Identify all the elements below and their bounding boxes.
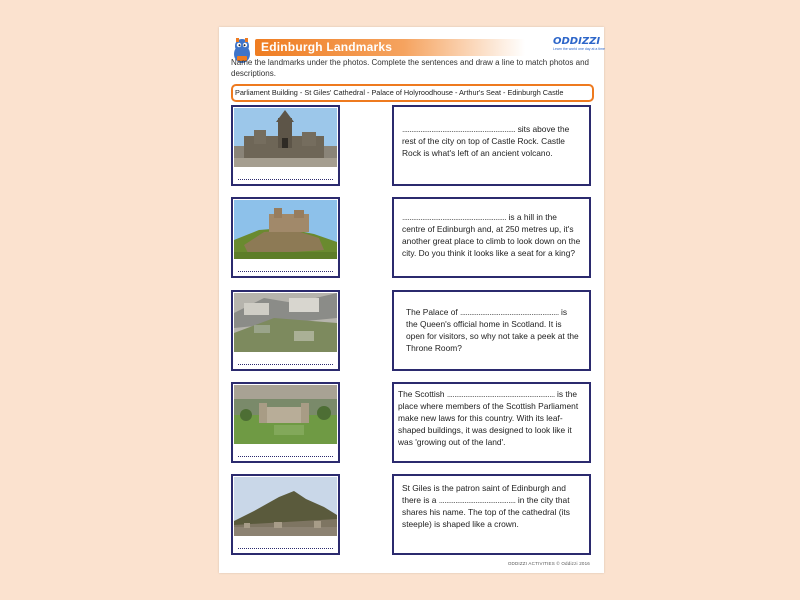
word-bank: Parliament Building - St Giles' Cathedral - Palace of Holyroodhouse - Arthur's Seat - Edinburgh Castle: [231, 84, 594, 102]
title-banner: [255, 39, 525, 56]
instructions-text: Name the landmarks under the photos. Complete the sentences and draw a line to match photos and descriptions.: [231, 58, 589, 78]
fill-blank-4[interactable]: ...........................................................: [446, 389, 555, 399]
fill-blank-5[interactable]: ..........................................: [438, 495, 516, 505]
description-text-1: [402, 123, 581, 159]
photo-card-2: [231, 197, 340, 278]
desc-1-post: sits above the rest of the city on top of Castle Rock. Castle Rock is what's left of an ancient volcano.: [402, 124, 570, 158]
desc-3-post: is the Queen's official home in Scotland. It is open for visitors, so why not take a peek at the Throne Room?: [406, 307, 579, 353]
desc-4-pre: The Scottish: [398, 389, 447, 399]
castle-photo-icon: [234, 200, 337, 259]
page-title: Edinburgh Landmarks: [261, 40, 393, 54]
fill-blank-2[interactable]: .........................................................: [402, 212, 507, 222]
copyright-footer: ODDIZZI ACTIVITIES © Oddizzi 2016: [507, 561, 590, 566]
palace-photo-icon: [234, 385, 337, 444]
description-text-5: [402, 482, 581, 530]
fill-blank-3[interactable]: ......................................................: [460, 307, 559, 317]
parliament-photo-icon: [234, 293, 337, 352]
cathedral-photo-icon: [234, 108, 337, 167]
description-text-2: [402, 211, 581, 259]
description-text-4: [398, 388, 585, 448]
worksheet-page: [219, 27, 604, 573]
brand-tagline: Learn the world one day at a time: [553, 47, 605, 51]
description-card-2: [392, 197, 591, 278]
answer-line-5[interactable]: [238, 547, 333, 549]
answer-line-4[interactable]: [238, 455, 333, 457]
photo-card-1: [231, 105, 340, 186]
description-card-3: [392, 290, 591, 371]
answer-line-2[interactable]: [238, 270, 333, 272]
photo-card-3: [231, 290, 340, 371]
desc-3-pre: The Palace of: [406, 307, 461, 317]
description-text-3: [406, 306, 581, 354]
answer-line-3[interactable]: [238, 363, 333, 365]
description-card-5: [392, 474, 591, 555]
answer-line-1[interactable]: [238, 178, 333, 180]
desc-2-post: is a hill in the centre of Edinburgh and, at 250 metres up, it's another great place to climb to look down on the city. Do you think it looks like a seat for a king?: [402, 212, 581, 258]
photo-card-4: [231, 382, 340, 463]
description-card-4: [392, 382, 591, 463]
brand-logo: [553, 36, 605, 57]
hill-photo-icon: [234, 477, 337, 536]
brand-name: ODDIZZI: [553, 36, 601, 47]
desc-5-post: in the city that shares his name. The top of the cathedral (its steeple) is shaped like a crown.: [402, 495, 570, 529]
photo-card-5: [231, 474, 340, 555]
fill-blank-1[interactable]: ..............................................................: [402, 124, 516, 134]
description-card-1: [392, 105, 591, 186]
desc-4-post: is the place where members of the Scottish Parliament make new laws for this country. With its leaf-shaped buildings, it was designed to look like it was 'growing out of the land'.: [398, 389, 579, 447]
desc-5-pre: St Giles is the patron saint of Edinburgh and there is a: [402, 483, 566, 505]
